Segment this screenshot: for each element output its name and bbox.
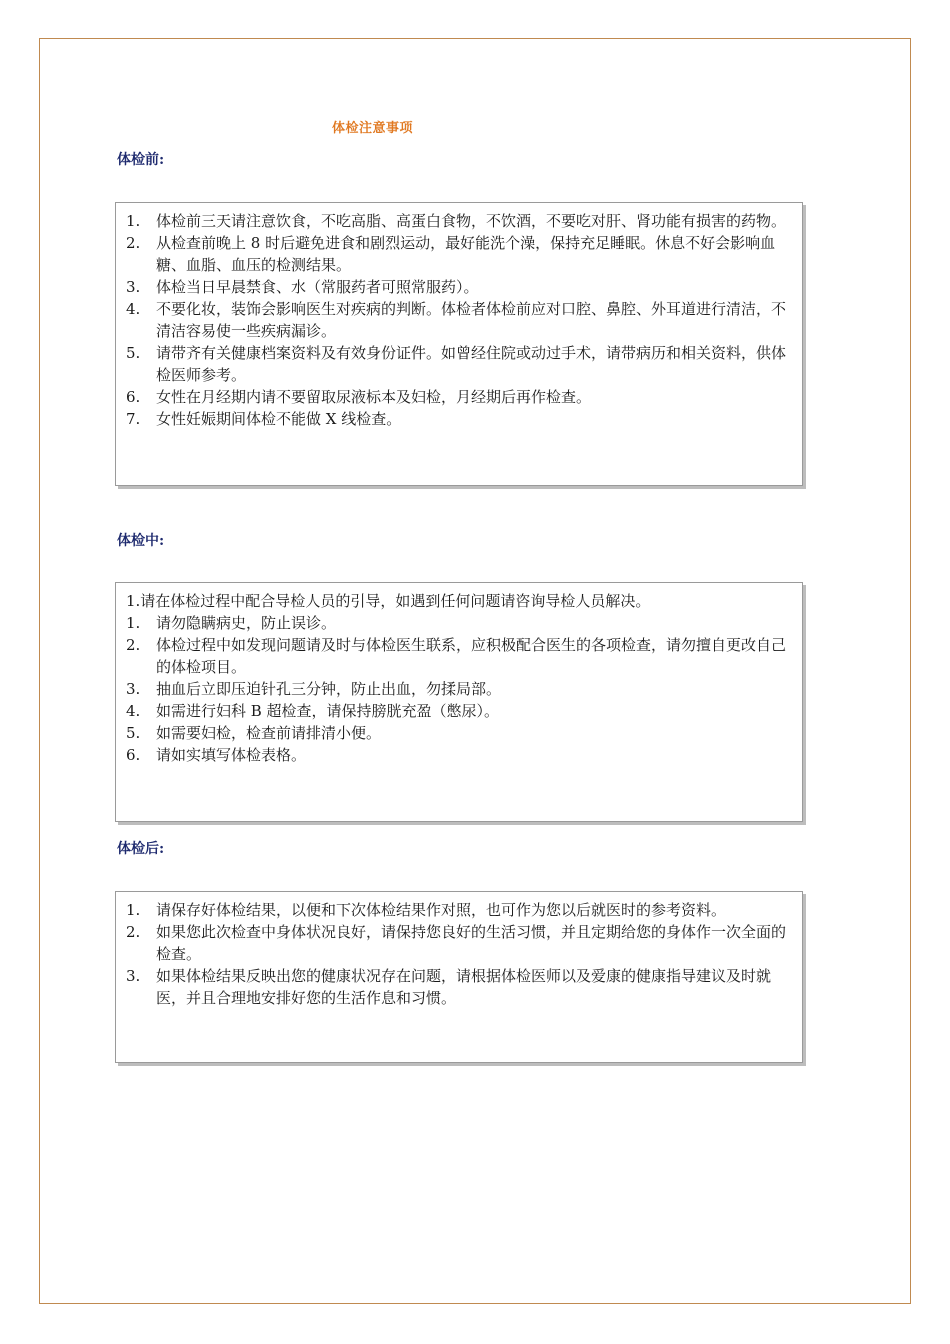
- item-text: 如果体检结果反映出您的健康状况存在问题，请根据体检医师以及爱康的健康指导建议及时就医，并且合理地安排好您的生活作息和习惯。: [156, 967, 772, 1007]
- item-number: 5.: [126, 724, 141, 742]
- during-notes-list: [126, 612, 796, 766]
- item-number: 3.: [126, 680, 141, 698]
- item-text: 体检过程中如发现问题请及时与体检医生联系，应积极配合医生的各项检查，请勿擅自更改自己的体检项目。: [156, 636, 787, 676]
- list-item: [126, 210, 796, 232]
- item-number: 6.: [126, 388, 141, 406]
- item-number: 4.: [126, 300, 141, 318]
- list-item: [126, 921, 796, 965]
- item-text: 女性在月经期内请不要留取尿液标本及妇检，月经期后再作检查。: [156, 388, 592, 406]
- item-text: 如果您此次检查中身体状况良好，请保持您良好的生活习惯，并且定期给您的身体作一次全面的检查。: [156, 923, 787, 963]
- during-notes-box: [115, 582, 803, 822]
- item-number: 3.: [126, 278, 141, 296]
- document-title: 体检注意事项: [332, 121, 414, 136]
- list-item: [126, 232, 796, 276]
- item-text: 体检当日早晨禁食、水（常服药者可照常服药）。: [156, 278, 479, 296]
- item-text: 请保存好体检结果，以便和下次体检结果作对照，也可作为您以后就医时的参考资料。: [156, 901, 727, 919]
- list-item: [126, 634, 796, 678]
- list-item: [126, 408, 796, 430]
- item-text: 从检查前晚上 8 时后避免进食和剧烈运动，最好能洗个澡，保持充足睡眠。休息不好会影响血糖、血脂、血压的检测结果。: [156, 234, 776, 274]
- item-number: 2.: [126, 923, 141, 941]
- before-notes-list: [126, 210, 796, 430]
- list-item: [126, 298, 796, 342]
- list-item: [126, 700, 796, 722]
- item-text: 不要化妆，装饰会影响医生对疾病的判断。体检者体检前应对口腔、鼻腔、外耳道进行清洁，不清洁容易使一些疾病漏诊。: [156, 300, 787, 340]
- list-item: [126, 386, 796, 408]
- item-number: 3.: [126, 967, 141, 985]
- item-number: 2.: [126, 636, 141, 654]
- item-text: 请如实填写体检表格。: [156, 746, 307, 764]
- lead-instruction: 1.请在体检过程中配合导检人员的引导，如遇到任何问题请咨询导检人员解决。: [126, 592, 651, 610]
- item-text: 女性妊娠期间体检不能做 X 线检查。: [156, 410, 402, 428]
- item-text: 如需要妇检，检查前请排清小便。: [156, 724, 382, 742]
- list-item: [126, 342, 796, 386]
- before-notes-box: [115, 202, 803, 486]
- item-text: 请勿隐瞒病史，防止误诊。: [156, 614, 337, 632]
- after-notes-list: [126, 899, 796, 1009]
- item-text: 请带齐有关健康档案资料及有效身份证件。如曾经住院或动过手术，请带病历和相关资料，供体检医师参考。: [156, 344, 787, 384]
- item-number: 2.: [126, 234, 141, 252]
- item-number: 1.: [126, 901, 141, 919]
- item-number: 1.: [126, 212, 141, 230]
- list-item: [126, 965, 796, 1009]
- item-number: 6.: [126, 746, 141, 764]
- list-item: [126, 744, 796, 766]
- item-text: 抽血后立即压迫针孔三分钟，防止出血，勿揉局部。: [156, 680, 502, 698]
- section-heading-after: 体检后:: [117, 841, 165, 857]
- list-item: [126, 678, 796, 700]
- list-item: [126, 722, 796, 744]
- item-number: 4.: [126, 702, 141, 720]
- list-item: [126, 276, 796, 298]
- list-item: [126, 899, 796, 921]
- list-item: [126, 612, 796, 634]
- section-heading-during: 体检中:: [117, 533, 165, 549]
- after-notes-box: [115, 891, 803, 1063]
- item-number: 7.: [126, 410, 141, 428]
- item-text: 如需进行妇科 B 超检查，请保持膀胱充盈（憋尿）。: [156, 702, 500, 720]
- section-heading-before: 体检前:: [117, 152, 165, 168]
- item-number: 1.: [126, 614, 141, 632]
- item-number: 5.: [126, 344, 141, 362]
- item-text: 体检前三天请注意饮食，不吃高脂、高蛋白食物，不饮酒，不要吃对肝、肾功能有损害的药物。: [156, 212, 787, 230]
